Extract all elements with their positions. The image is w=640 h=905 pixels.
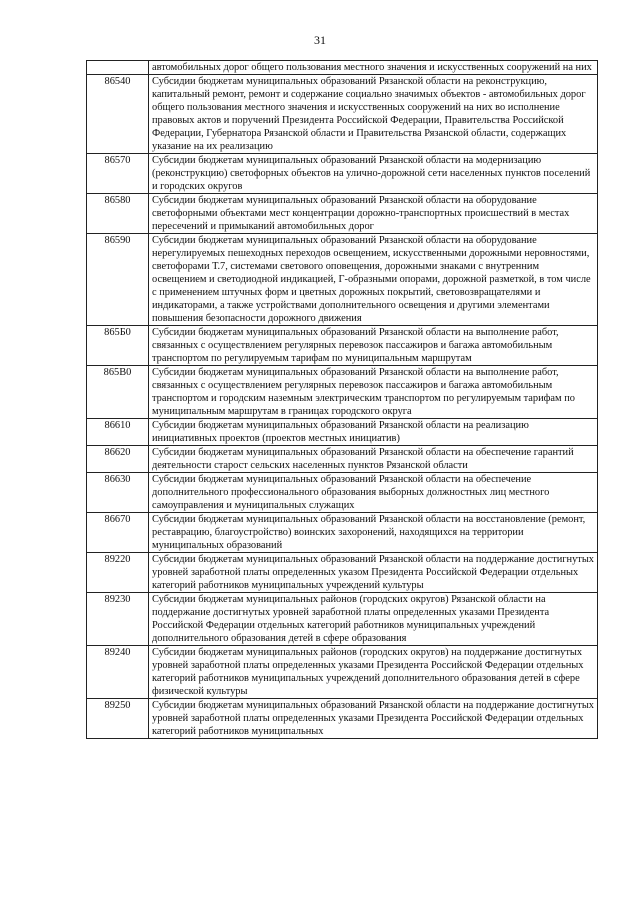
row-code: 865В0 [87, 366, 149, 419]
row-code: 86540 [87, 75, 149, 154]
page-number: 31 [314, 33, 326, 47]
row-code: 86590 [87, 234, 149, 326]
table-row [87, 446, 598, 473]
row-code: 86610 [87, 419, 149, 446]
row-description: Субсидии бюджетам муниципальных образований Рязанской области на оборудование нерегулируемых пешеходных переходов освещением, искусственными дорожными неровностями, светофорами Т.7, системами светового оповещения, дорожными знаками с внутренним освещением и светодиодной индикацией, Г-образными опорами, дорожной разметкой, в том числе с применением штучных форм и цветных дорожных покрытий, световозвращателями и индикаторами, а также устройствами дополнительного освещения и другими элементами повышения безопасности дорожного движения [149, 234, 598, 326]
row-code [87, 61, 149, 75]
row-description: Субсидии бюджетам муниципальных образований Рязанской области на реализацию инициативных проектов (проектов местных инициатив) [149, 419, 598, 446]
row-code: 86580 [87, 194, 149, 234]
table-row [87, 194, 598, 234]
row-description: Субсидии бюджетам муниципальных образований Рязанской области на модернизацию (реконструкцию) светофорных объектов на улично-дорожной сети населенных пунктов поселений и городских округов [149, 154, 598, 194]
row-code: 86630 [87, 473, 149, 513]
row-description: Субсидии бюджетам муниципальных образований Рязанской области на обеспечение дополнительного профессионального образования выборных должностных лиц местного самоуправления и муниципальных служащих [149, 473, 598, 513]
table-row [87, 75, 598, 154]
table-row [87, 366, 598, 419]
row-description: Субсидии бюджетам муниципальных образований Рязанской области на выполнение работ, связанных с осуществлением регулярных перевозок пассажиров и багажа автомобильным транспортом и городским наземным электрическим транспортом по регулируемым тарифам по муниципальным маршрутам в границах городского округа [149, 366, 598, 419]
row-description: Субсидии бюджетам муниципальных образований Рязанской области на обеспечение гарантий деятельности старост сельских населенных пунктов Рязанской области [149, 446, 598, 473]
table-row [87, 473, 598, 513]
row-code: 89250 [87, 699, 149, 739]
table-row [87, 61, 598, 75]
row-code: 865Б0 [87, 326, 149, 366]
table-body [87, 61, 598, 739]
row-description: Субсидии бюджетам муниципальных образований Рязанской области на оборудование светофорными объектами мест концентрации дорожно-транспортных происшествий в местах пересечений и примыканий автомобильных дорог [149, 194, 598, 234]
table-row [87, 326, 598, 366]
row-description: Субсидии бюджетам муниципальных образований Рязанской области на поддержание достигнутых уровней заработной платы определенных указами Президента Российской Федерации отдельных категорий работников муниципальных [149, 699, 598, 739]
table-row [87, 553, 598, 593]
row-code: 89220 [87, 553, 149, 593]
row-code: 86570 [87, 154, 149, 194]
row-code: 86670 [87, 513, 149, 553]
row-description: Субсидии бюджетам муниципальных образований Рязанской области на выполнение работ, связанных с осуществлением регулярных перевозок пассажиров и багажа автомобильным транспортом по регулируемым тарифам по муниципальным маршрутам [149, 326, 598, 366]
row-description: автомобильных дорог общего пользования местного значения и искусственных сооружений на них [149, 61, 598, 75]
row-code: 89240 [87, 646, 149, 699]
row-description: Субсидии бюджетам муниципальных районов (городских округов) на поддержание достигнутых уровней заработной платы определенных указами Президента Российской Федерации отдельных категорий работников муниципальных учреждений дополнительного образования детей в сфере физической культуры [149, 646, 598, 699]
budget-codes-table [86, 60, 598, 739]
table-row [87, 699, 598, 739]
row-description: Субсидии бюджетам муниципальных образований Рязанской области на реконструкцию, капитальный ремонт, ремонт и содержание социально значимых объектов - автомобильных дорог общего пользования местного значения и искусственных сооружений на них во исполнение правовых актов и поручений Президента Российской Федерации, Правительства Российской Федерации, Губернатора Рязанской области и Правительства Рязанской области, содержащих указание на их реализацию [149, 75, 598, 154]
row-description: Субсидии бюджетам муниципальных образований Рязанской области на поддержание достигнутых уровней заработной платы определенных указом Президента Российской Федерации отдельных категорий работников муниципальных учреждений культуры [149, 553, 598, 593]
table-row [87, 593, 598, 646]
table-row [87, 234, 598, 326]
table-row [87, 419, 598, 446]
table-row [87, 154, 598, 194]
row-description: Субсидии бюджетам муниципальных образований Рязанской области на восстановление (ремонт, реставрацию, благоустройство) воинских захоронений, находящихся на территории муниципальных образований [149, 513, 598, 553]
row-code: 89230 [87, 593, 149, 646]
table-row [87, 513, 598, 553]
table-row [87, 646, 598, 699]
row-description: Субсидии бюджетам муниципальных районов (городских округов) Рязанской области на поддержание достигнутых уровней заработной платы определенных указами Президента Российской Федерации отдельных категорий работников муниципальных учреждений дополнительного образования детей в сфере образования [149, 593, 598, 646]
row-code: 86620 [87, 446, 149, 473]
